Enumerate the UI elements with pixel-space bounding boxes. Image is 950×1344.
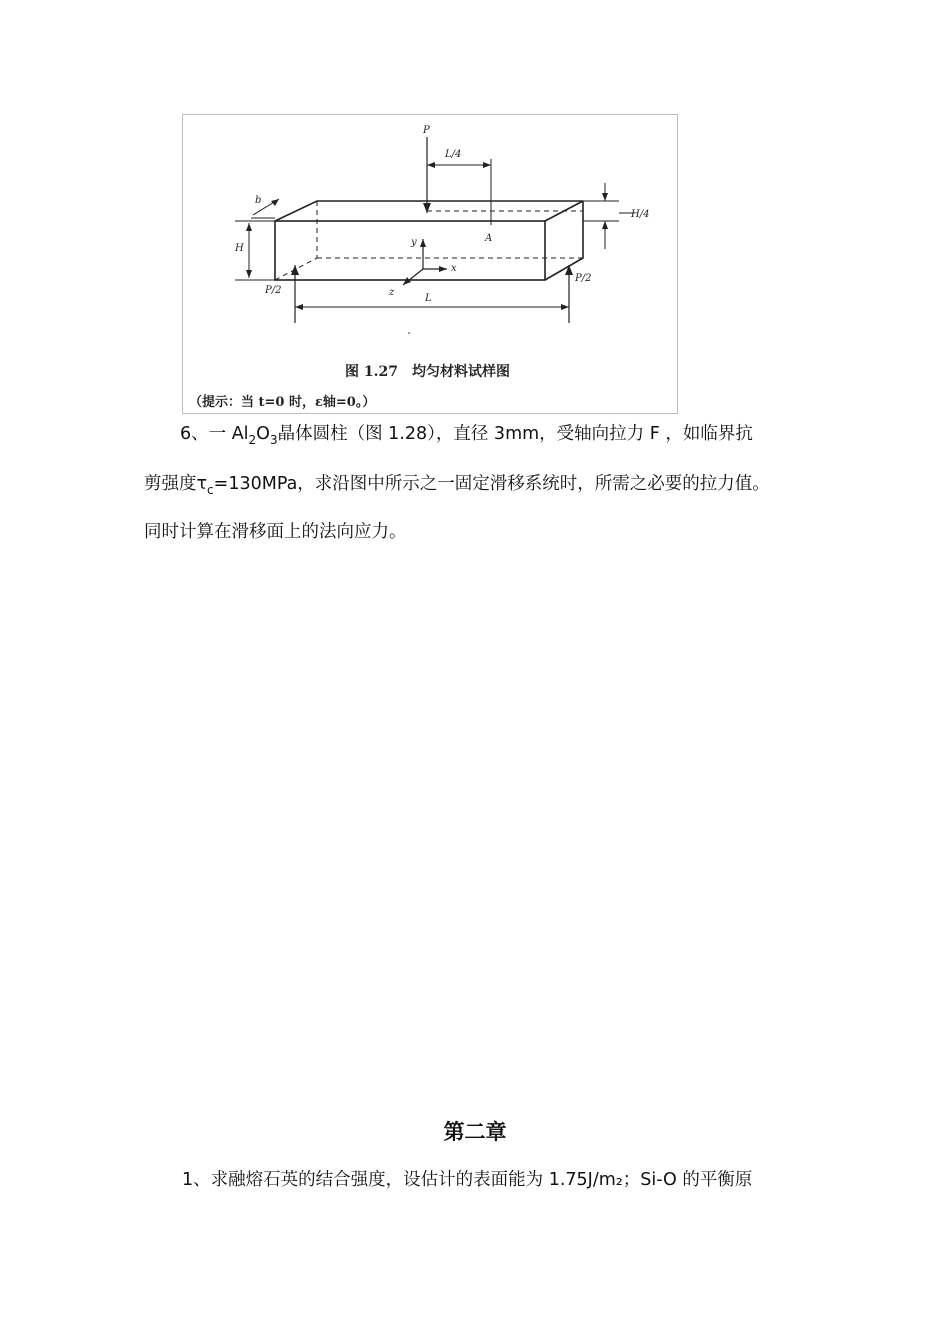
right-face: [545, 201, 583, 280]
label-h-over-4: H/4: [631, 209, 650, 220]
q6-line2-start: 剪强度τ: [144, 474, 208, 494]
label-b: b: [255, 195, 262, 206]
chapter-title: 第二章: [443, 1120, 507, 1144]
q6-subscript-c: c: [207, 483, 214, 497]
label-x-axis: x: [451, 263, 457, 274]
q6-oxygen: O: [256, 424, 270, 444]
label-z-axis: z: [389, 287, 395, 298]
label-point-a: A: [485, 233, 493, 244]
label-l-over-4: L/4: [445, 149, 462, 160]
question-6-line-3: 同时计算在滑移面上的法向应力。: [144, 522, 407, 542]
question-6-line-1: [180, 424, 753, 447]
q6-rest: 晶体圆柱（图 1.28），直径 3mm，受轴向拉力 F ，如临界抗: [277, 424, 753, 444]
chapter-2-question-1: 1、求融熔石英的结合强度，设估计的表面能为 1.75J/m₂；Si-O 的平衡原: [182, 1170, 753, 1190]
label-p2-left: P/2: [265, 285, 282, 296]
q6-subscript-2: 2: [248, 433, 257, 447]
figure-hint: （提示：当 t=0 时，ε轴=0。）: [189, 395, 376, 410]
q6-lead: 6、一 Al: [180, 424, 249, 444]
q6-line2-end: =130MPa，求沿图中所示之一固定滑移系统时，所需之必要的拉力值。: [213, 474, 770, 494]
front-face: [275, 221, 545, 280]
label-p2-right: P/2: [575, 273, 592, 284]
q6-subscript-3: 3: [269, 433, 278, 447]
figure-caption: 图 1.27 均匀材料试样图: [345, 364, 510, 380]
question-6-line-2: [144, 474, 770, 497]
label-l: L: [425, 293, 432, 304]
label-p-top: P: [423, 125, 430, 136]
label-y-axis: y: [411, 237, 417, 248]
specimen-figure: [182, 114, 678, 414]
label-h: H: [235, 243, 244, 254]
